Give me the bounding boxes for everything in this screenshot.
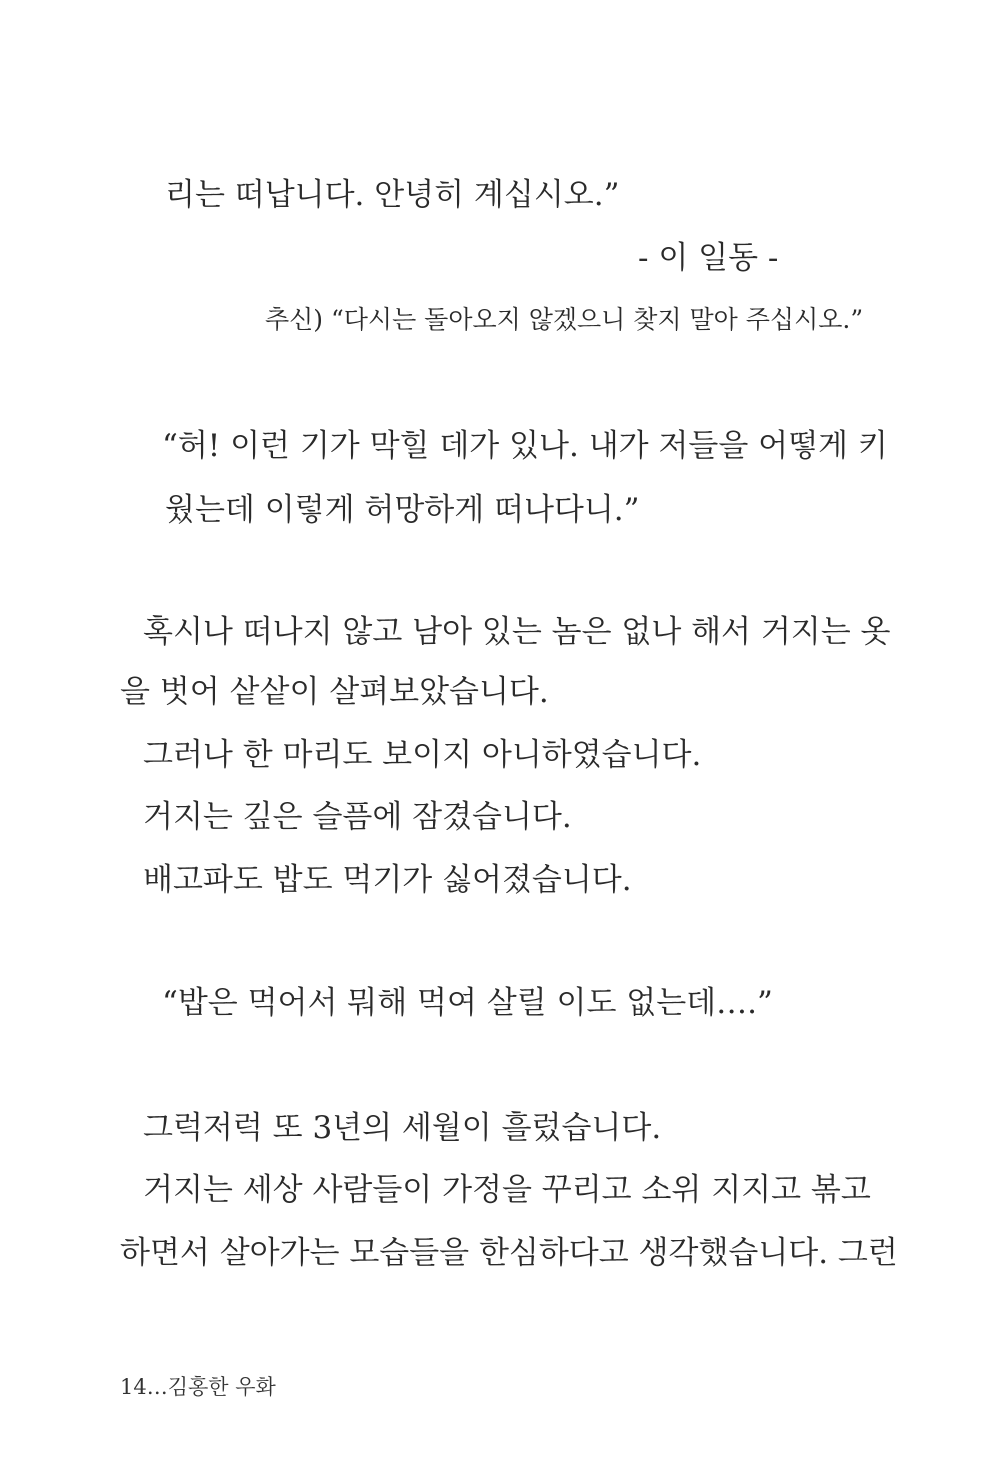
text-line: 거지는 세상 사람들이 가정을 꾸리고 소위 지지고 볶고 (143, 1172, 871, 1208)
text-line: 그럭저럭 또 3년의 세월이 흘렀습니다. (143, 1110, 662, 1146)
text-line: 거지는 깊은 슬픔에 잠겼습니다. (143, 799, 572, 835)
text-line: “허! 이런 기가 막힐 데가 있나. 내가 저들을 어떻게 키 (162, 428, 888, 464)
footer-separator: … (146, 1375, 168, 1399)
text-line: 을 벗어 샅샅이 살펴보았습니다. (120, 674, 549, 710)
page-number: 14 (120, 1375, 147, 1399)
text-line: “밥은 먹어서 뭐해 먹여 살릴 이도 없는데….” (162, 985, 773, 1021)
text-line: 혹시나 떠나지 않고 남아 있는 놈은 없나 해서 거지는 옷 (143, 614, 891, 650)
letter-signature: - 이 일동 - (638, 240, 779, 276)
postscript-line: 추신) “다시는 돌아오지 않겠으니 찾지 말아 주십시오.” (265, 305, 864, 334)
text-line: 리는 떠납니다. 안녕히 계십시오.” (165, 177, 620, 213)
page-footer (120, 1373, 276, 1401)
text-line: 웠는데 이렇게 허망하게 떠나다니.” (165, 492, 640, 528)
text-line: 그러나 한 마리도 보이지 아니하였습니다. (143, 737, 702, 773)
text-line: 배고파도 밥도 먹기가 싫어졌습니다. (143, 862, 632, 898)
book-title: 김홍한 우화 (167, 1375, 276, 1399)
text-line: 하면서 살아가는 모습들을 한심하다고 생각했습니다. 그런 (120, 1235, 898, 1271)
